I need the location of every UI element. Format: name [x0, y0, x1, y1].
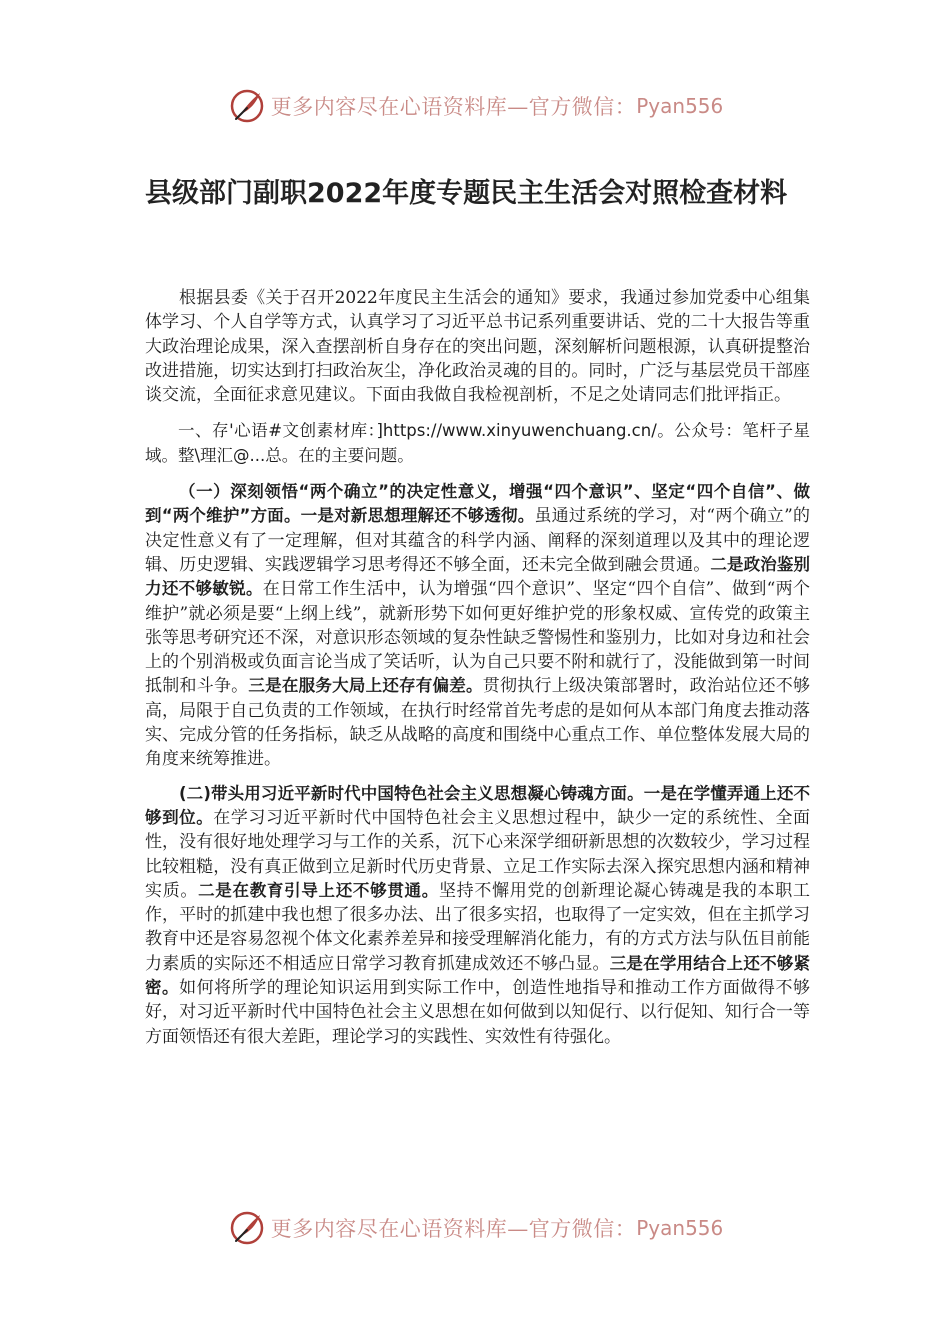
banner-contact: Pyan556 [636, 94, 724, 118]
document-title: 县级部门副职2022年度专题民主生活会对照检查材料 [145, 178, 788, 209]
feather-quill-icon [227, 86, 267, 126]
section-1-point-1-label: 一是对新思想理解还不够透彻。 [300, 506, 535, 526]
banner-text: 更多内容尽在心语资料库—官方微信： [270, 1217, 637, 1241]
feather-quill-icon [227, 1208, 267, 1248]
footer-banner [0, 1206, 950, 1250]
banner-contact: Pyan556 [636, 1216, 724, 1240]
section-1-point-3-label: 三是在服务大局上还存有偏差。 [248, 676, 483, 696]
section-1-point-3-text: 贯彻执行上级决策部署时，政治站位还不够高，局限于自己负责的工作领域，在执行时经常首先考虑的是如何从本部门角度去推动落实、完成分管的任务指标，缺乏从战略的高度和围绕中心重点工作、单位整体发展大局的角度来统筹推进。 [145, 676, 811, 770]
section-2-point-1-label: 一是在学懂弄通上还不够到位。 [145, 783, 810, 827]
section-2-point-3-text: 如何将所学的理论知识运用到实际工作中，创造性地指导和推动工作方面做得不够好，对习近平新时代中国特色社会主义思想在如何做到以知促行、以行促知、知行合一等方面领悟还有很大差距，理论学习的实践性、实效性有待强化。 [145, 978, 811, 1047]
section-2-point-2-label: 二是在教育引导上还不够贯通。 [198, 880, 439, 900]
section-1-point-2-text: 在日常工作生活中，认为增强“四个意识”、坚定“四个自信”、做到“两个维护”就必须是要“上纲上线”，就新形势下如何更好维护党的形象权威、宣传党的政策主张等思考研究还不深，对意识形态领域的复杂性缺乏警惕性和鉴别力，比如对身边和社会上的个别消极或负面言论当成了笑话听，认为自己只要不附和就行了，没能做到第一时间抵制和斗争。 [145, 579, 810, 697]
banner-text: 更多内容尽在心语资料库—官方微信： [270, 95, 637, 119]
section-2-point-2-text: 坚持不懈用党的创新理论凝心铸魂是我的本职工作，平时的抓建中我也想了很多办法、出了很多实招，也取得了一定实效，但在主抓学习教育中还是容易忽视个体文化素养差异和接受理解消化能力，有的方式方法与队伍目前能力素质的实际还不相适应日常学习教育抓建成效还不够凸显。 [145, 880, 811, 974]
section-1-point-1-text: 虽通过系统的学习，对“两个确立”的决定性意义有了一定理解，但对其蕴含的科学内涵、阐释的深刻道理以及其中的理论逻辑、历史逻辑、实践逻辑学习思考得还不够全面，还未完全做到融会贯通。 [145, 506, 810, 575]
section-2-point-3-label: 三是在学用结合上还不够紧密。 [145, 953, 811, 998]
header-banner [0, 84, 950, 128]
intro-paragraph: 根据县委《关于召开2022年度民主生活会的通知》要求，我通过参加党委中心组集体学习、个人自学等方式，认真学习了习近平总书记系列重要讲话、党的二十大报告等重大政治理论成果，深入查摆剖析自身存在的突出问题，深刻解析问题根源，认真研提整治改进措施，切实达到打扫政治灰尘，净化政治灵魂的目的。同时，广泛与基层党员干部座谈交流，全面征求意见建议。下面由我做自我检视剖析，不足之处请同志们批评指正。 [145, 288, 810, 406]
section-1-paragraph [145, 480, 810, 772]
section-2-heading: (二)带头用习近平新时代中国特色社会主义思想凝心铸魂方面。 [179, 783, 644, 803]
section-1-point-2-label: 二是政治鉴别力还不够敏锐。 [145, 554, 811, 599]
section-heading: 一、存'心语#文创素材库：]https://www.xinyuwenchuang.cn/。公众号：笔杆子星域。整\理汇@...总。在的主要问题。 [145, 421, 810, 465]
section-1-heading: （一）深刻领悟“两个确立”的决定性意义，增强“四个意识”、坚定“四个自信”、做到“两个维护”方面。 [145, 482, 810, 526]
document-body [145, 286, 810, 1059]
section-2-point-1-text: 在学习习近平新时代中国特色社会主义思想过程中，缺少一定的系统性、全面性，没有很好地处理学习与工作的关系，沉下心来深学细研新思想的次数较少，学习过程比较粗糙，没有真正做到立足新时代历史背景、立足工作实际去深入探究思想内涵和精神实质。 [145, 807, 811, 901]
section-2-paragraph [145, 782, 810, 1049]
